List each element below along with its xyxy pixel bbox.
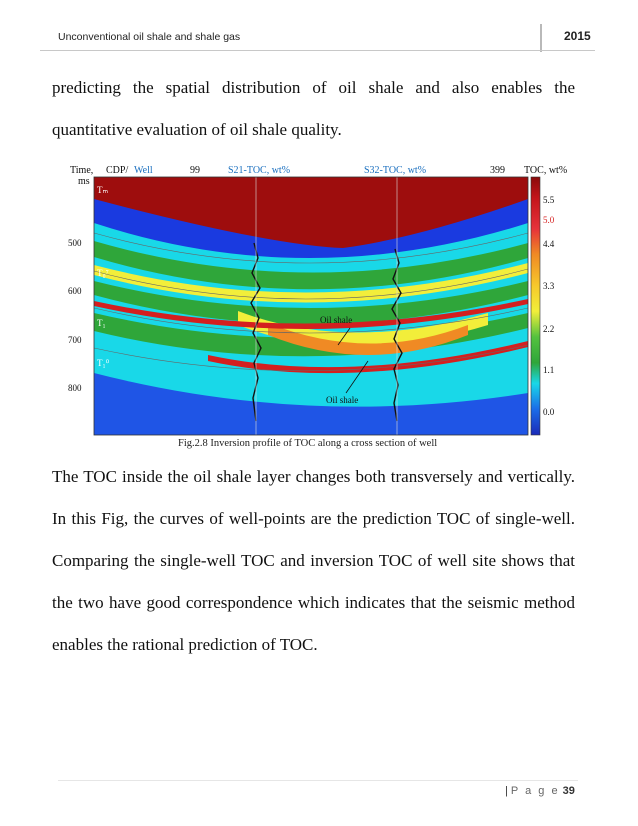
figure-caption: Fig.2.8 Inversion profile of TOC along a cross section of well	[178, 438, 438, 449]
colorbar-tick-5-5: 5.5	[543, 195, 555, 205]
time-tick-600: 600	[68, 286, 82, 296]
running-header-year: 2015	[564, 29, 591, 43]
horizon-label-t10: T₁⁰	[97, 358, 110, 368]
time-tick-800: 800	[68, 383, 82, 393]
colorbar-tick-3-3: 3.3	[543, 281, 555, 291]
footer-rule	[58, 780, 578, 781]
running-header-title: Unconventional oil shale and shale gas	[58, 31, 241, 43]
axis-title-time-unit: ms	[78, 176, 90, 187]
time-axis	[68, 238, 82, 393]
annotation-oil-shale-2: Oil shale	[326, 395, 359, 405]
footer-separator: |	[505, 785, 508, 797]
colorbar-tick-1-1: 1.1	[543, 365, 555, 375]
axis-title-time: Time,	[70, 165, 94, 176]
time-tick-700: 700	[68, 335, 82, 345]
header-divider	[540, 24, 542, 52]
cdp-end-label: 399	[490, 165, 505, 176]
well-2-label: S32-TOC, wt%	[364, 165, 427, 176]
colorbar-tick-2-2: 2.2	[543, 324, 555, 334]
colorbar-tick-5-0: 5.0	[543, 215, 555, 225]
horizon-label-t1: T₁	[97, 318, 106, 328]
colorbar	[531, 177, 540, 435]
horizon-label-t07: T₀⁷	[97, 268, 109, 278]
well-label: Well	[134, 165, 153, 176]
colorbar-tick-4-4: 4.4	[543, 239, 555, 249]
header-rule	[40, 50, 595, 51]
well-1-label: S21-TOC, wt%	[228, 165, 291, 176]
page-footer	[505, 785, 575, 797]
body-paragraph-1: predicting the spatial distribution of oil shale and also enables the quantitative evaluation of oil shale quality.	[52, 78, 575, 139]
seismic-section	[94, 177, 528, 435]
annotation-oil-shale-1: Oil shale	[320, 315, 353, 325]
cdp-start-label: 99	[190, 165, 200, 176]
horizon-label-tm: Tₘ	[97, 185, 109, 195]
colorbar-title: TOC, wt%	[524, 165, 568, 176]
colorbar-tick-0-0: 0.0	[543, 407, 555, 417]
body-paragraph-2: The TOC inside the oil shale layer changes both transversely and vertically. In this Fig, the curves of well-points are the prediction TOC of single-well. Comparing the single-well TOC and inversion TOC of well site shows that the two have good correspondence which indicates that the seismic method enables the rational prediction of TOC.	[52, 467, 575, 654]
footer-page-number: 39	[562, 785, 575, 797]
footer-page-word: P a g e	[510, 785, 560, 797]
time-tick-500: 500	[68, 238, 82, 248]
toc-inversion-figure	[68, 163, 578, 455]
cdp-label: CDP/	[106, 165, 129, 176]
